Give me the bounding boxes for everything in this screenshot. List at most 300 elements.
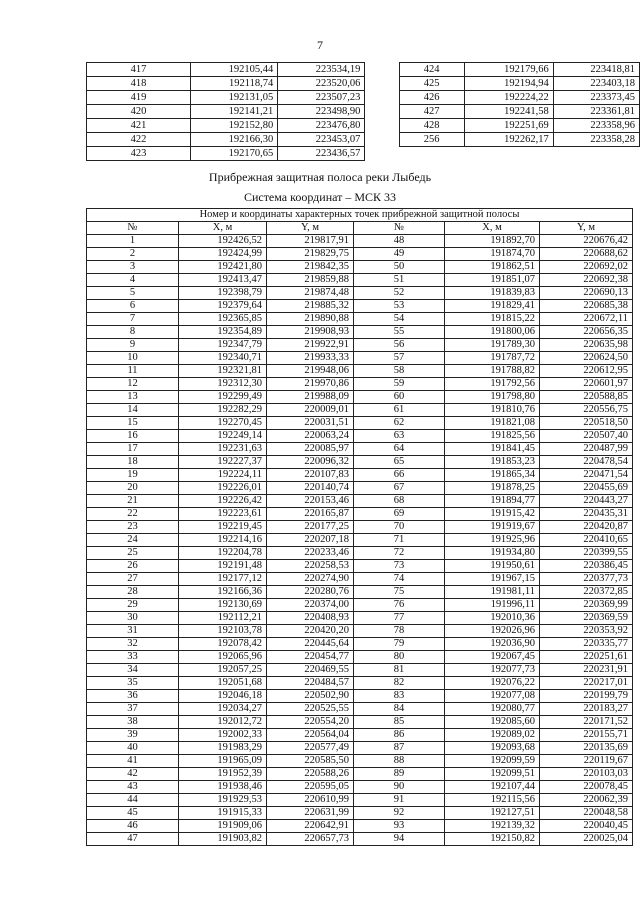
table-caption: Номер и координаты характерных точек прибрежной защитной полосы (87, 209, 633, 222)
x-coordinate-left: 191965,09 (179, 755, 267, 768)
point-number-right: 68 (354, 495, 445, 508)
x-coordinate-left: 192379,64 (179, 300, 267, 313)
y-coordinate-left: 220554,20 (267, 716, 354, 729)
point-number-left: 21 (87, 495, 179, 508)
point-number-right: 88 (354, 755, 445, 768)
y-coordinate-right: 220435,31 (540, 508, 633, 521)
table-row (87, 469, 633, 482)
header-number-right: № (354, 222, 445, 235)
x-coordinate-right: 191792,56 (445, 378, 540, 391)
table-row (87, 456, 633, 469)
y-coordinate-left: 220009,01 (267, 404, 354, 417)
x-coordinate-right: 191851,07 (445, 274, 540, 287)
point-number-left: 4 (87, 274, 179, 287)
y-coordinate-right: 220217,01 (540, 677, 633, 690)
y-coordinate-right: 220507,40 (540, 430, 633, 443)
point-number-right: 58 (354, 365, 445, 378)
table-row (87, 586, 633, 599)
x-coordinate-right: 191996,11 (445, 599, 540, 612)
point-number-right: 63 (354, 430, 445, 443)
y-coordinate-right: 220685,38 (540, 300, 633, 313)
x-coordinate-right: 191865,34 (445, 469, 540, 482)
table-row (87, 326, 633, 339)
table-row (87, 313, 633, 326)
x-coordinate-left: 192270,45 (179, 417, 267, 430)
point-number-left: 37 (87, 703, 179, 716)
x-coordinate-left: 192249,14 (179, 430, 267, 443)
x-coordinate-right: 191874,70 (445, 248, 540, 261)
x-coordinate-left: 192321,81 (179, 365, 267, 378)
point-number-right: 53 (354, 300, 445, 313)
table-row (87, 378, 633, 391)
y-coordinate-left: 220177,25 (267, 521, 354, 534)
point-number-left: 18 (87, 456, 179, 469)
x-coordinate-right: 191810,76 (445, 404, 540, 417)
x-coordinate-right: 192139,32 (445, 820, 540, 833)
y-coordinate-left: 220577,49 (267, 742, 354, 755)
point-number-left: 11 (87, 365, 179, 378)
left-point-number: 422 (87, 133, 191, 147)
point-number-left: 17 (87, 443, 179, 456)
x-coordinate-right: 192099,51 (445, 768, 540, 781)
y-coordinate-left: 219988,09 (267, 391, 354, 404)
x-coordinate-left: 192413,47 (179, 274, 267, 287)
y-coordinate-right: 220410,65 (540, 534, 633, 547)
y-coordinate-right: 220487,99 (540, 443, 633, 456)
point-number-right: 74 (354, 573, 445, 586)
left-x-coordinate: 192141,21 (191, 105, 278, 119)
table-row (87, 703, 633, 716)
right-y-coordinate: 223361,81 (553, 105, 639, 119)
y-coordinate-right: 220601,97 (540, 378, 633, 391)
x-coordinate-right: 191815,22 (445, 313, 540, 326)
table-row (87, 495, 633, 508)
table-row (87, 261, 633, 274)
left-point-number: 423 (87, 147, 191, 161)
point-number-left: 32 (87, 638, 179, 651)
x-coordinate-left: 192282,29 (179, 404, 267, 417)
y-coordinate-left: 220274,90 (267, 573, 354, 586)
x-coordinate-right: 192115,56 (445, 794, 540, 807)
y-coordinate-right: 220624,50 (540, 352, 633, 365)
point-number-right: 51 (354, 274, 445, 287)
right-x-coordinate: 192224,22 (464, 91, 553, 105)
y-coordinate-right: 220386,45 (540, 560, 633, 573)
column-gap (365, 105, 399, 119)
left-x-coordinate: 192152,80 (191, 119, 278, 133)
point-number-left: 3 (87, 261, 179, 274)
x-coordinate-left: 192046,18 (179, 690, 267, 703)
page-number: 7 (317, 38, 323, 52)
column-gap (365, 91, 399, 105)
y-coordinate-right: 220251,61 (540, 651, 633, 664)
x-coordinate-right: 192076,22 (445, 677, 540, 690)
x-coordinate-right: 191894,77 (445, 495, 540, 508)
point-number-left: 31 (87, 625, 179, 638)
x-coordinate-right: 192077,73 (445, 664, 540, 677)
y-coordinate-left: 219829,75 (267, 248, 354, 261)
x-coordinate-right: 192127,51 (445, 807, 540, 820)
y-coordinate-right: 220692,38 (540, 274, 633, 287)
point-number-left: 36 (87, 690, 179, 703)
y-coordinate-right: 220588,85 (540, 391, 633, 404)
table-row (87, 365, 633, 378)
x-coordinate-left: 192226,42 (179, 495, 267, 508)
y-coordinate-right: 220353,92 (540, 625, 633, 638)
y-coordinate-left: 220258,53 (267, 560, 354, 573)
header-number-left: № (87, 222, 179, 235)
section-title: Прибрежная защитная полоса реки Лыбедь (208, 170, 432, 184)
coordinate-system-title: Система координат – МСК 33 (243, 190, 397, 204)
point-number-left: 41 (87, 755, 179, 768)
column-gap (365, 147, 399, 161)
table-row (87, 300, 633, 313)
point-number-left: 34 (87, 664, 179, 677)
y-coordinate-left: 220502,90 (267, 690, 354, 703)
table-row (87, 690, 633, 703)
y-coordinate-left: 220588,26 (267, 768, 354, 781)
y-coordinate-right: 220635,98 (540, 339, 633, 352)
y-coordinate-right: 220062,39 (540, 794, 633, 807)
x-coordinate-left: 192312,30 (179, 378, 267, 391)
x-coordinate-right: 191892,70 (445, 235, 540, 248)
point-number-left: 25 (87, 547, 179, 560)
table-row (87, 560, 633, 573)
y-coordinate-left: 219885,32 (267, 300, 354, 313)
table-row (87, 235, 633, 248)
y-coordinate-left: 220374,00 (267, 599, 354, 612)
x-coordinate-left: 192365,85 (179, 313, 267, 326)
x-coordinate-right: 191825,56 (445, 430, 540, 443)
x-coordinate-left: 192214,16 (179, 534, 267, 547)
point-number-right: 94 (354, 833, 445, 846)
y-coordinate-right: 220612,95 (540, 365, 633, 378)
right-y-coordinate: 223403,18 (553, 77, 639, 91)
point-number-left: 13 (87, 391, 179, 404)
y-coordinate-right: 220656,35 (540, 326, 633, 339)
point-number-right: 49 (354, 248, 445, 261)
y-coordinate-left: 220107,83 (267, 469, 354, 482)
left-y-coordinate: 223520,06 (278, 77, 365, 91)
table-row (87, 91, 640, 105)
point-number-right: 87 (354, 742, 445, 755)
table-row (87, 716, 633, 729)
right-y-coordinate: 223358,28 (553, 133, 639, 147)
x-coordinate-right: 192026,96 (445, 625, 540, 638)
y-coordinate-left: 220631,99 (267, 807, 354, 820)
table-row (87, 248, 633, 261)
y-coordinate-right: 220040,45 (540, 820, 633, 833)
continuation-coordinates-table (86, 62, 640, 161)
y-coordinate-left: 220657,73 (267, 833, 354, 846)
y-coordinate-right: 220369,59 (540, 612, 633, 625)
x-coordinate-left: 192227,37 (179, 456, 267, 469)
y-coordinate-right: 220478,54 (540, 456, 633, 469)
x-coordinate-left: 191938,46 (179, 781, 267, 794)
point-number-right: 89 (354, 768, 445, 781)
point-number-right: 93 (354, 820, 445, 833)
table-row (87, 417, 633, 430)
point-number-left: 23 (87, 521, 179, 534)
x-coordinate-right: 191862,51 (445, 261, 540, 274)
y-coordinate-left: 219922,91 (267, 339, 354, 352)
x-coordinate-right: 191839,83 (445, 287, 540, 300)
point-number-right: 84 (354, 703, 445, 716)
table-row (87, 77, 640, 91)
y-coordinate-right: 220443,27 (540, 495, 633, 508)
y-coordinate-right: 220231,91 (540, 664, 633, 677)
y-coordinate-right: 220420,87 (540, 521, 633, 534)
x-coordinate-right: 192077,08 (445, 690, 540, 703)
point-number-right: 69 (354, 508, 445, 521)
table-row (87, 339, 633, 352)
point-number-right: 59 (354, 378, 445, 391)
x-coordinate-right: 191788,82 (445, 365, 540, 378)
table-row (87, 63, 640, 77)
point-number-right: 81 (354, 664, 445, 677)
right-point-number: 427 (399, 105, 464, 119)
x-coordinate-right: 191798,80 (445, 391, 540, 404)
y-coordinate-right: 220119,67 (540, 755, 633, 768)
x-coordinate-right: 192093,68 (445, 742, 540, 755)
y-coordinate-left: 220063,24 (267, 430, 354, 443)
header-x-right: X, м (445, 222, 540, 235)
y-coordinate-left: 220642,91 (267, 820, 354, 833)
x-coordinate-left: 192051,68 (179, 677, 267, 690)
point-number-right: 56 (354, 339, 445, 352)
y-coordinate-left: 220140,74 (267, 482, 354, 495)
point-number-left: 1 (87, 235, 179, 248)
y-coordinate-left: 219874,48 (267, 287, 354, 300)
table-row (87, 547, 633, 560)
point-number-right: 64 (354, 443, 445, 456)
y-coordinate-right: 220518,50 (540, 417, 633, 430)
y-coordinate-left: 220484,57 (267, 677, 354, 690)
x-coordinate-right: 192107,44 (445, 781, 540, 794)
table-row (87, 443, 633, 456)
left-x-coordinate: 192166,30 (191, 133, 278, 147)
x-coordinate-left: 191929,53 (179, 794, 267, 807)
x-coordinate-left: 192130,69 (179, 599, 267, 612)
y-coordinate-left: 220165,87 (267, 508, 354, 521)
x-coordinate-right: 192036,90 (445, 638, 540, 651)
table-row (87, 573, 633, 586)
left-y-coordinate: 223507,23 (278, 91, 365, 105)
point-number-right: 61 (354, 404, 445, 417)
y-coordinate-left: 220085,97 (267, 443, 354, 456)
main-table-body (87, 235, 633, 846)
right-x-coordinate: 192251,69 (464, 119, 553, 133)
left-x-coordinate: 192105,44 (191, 63, 278, 77)
empty-cell (553, 147, 639, 161)
table-row (87, 664, 633, 677)
point-number-right: 78 (354, 625, 445, 638)
left-y-coordinate: 223498,90 (278, 105, 365, 119)
point-number-left: 47 (87, 833, 179, 846)
table-row (87, 508, 633, 521)
y-coordinate-left: 220469,55 (267, 664, 354, 677)
x-coordinate-left: 192426,52 (179, 235, 267, 248)
point-number-right: 67 (354, 482, 445, 495)
point-number-left: 24 (87, 534, 179, 547)
right-x-coordinate: 192179,66 (464, 63, 553, 77)
point-number-left: 16 (87, 430, 179, 443)
x-coordinate-left: 192078,42 (179, 638, 267, 651)
y-coordinate-right: 220199,79 (540, 690, 633, 703)
x-coordinate-left: 191909,06 (179, 820, 267, 833)
x-coordinate-left: 192226,01 (179, 482, 267, 495)
table-row (87, 352, 633, 365)
column-gap (365, 119, 399, 133)
x-coordinate-right: 191934,80 (445, 547, 540, 560)
point-number-right: 71 (354, 534, 445, 547)
x-coordinate-left: 192299,49 (179, 391, 267, 404)
header-x-left: X, м (179, 222, 267, 235)
table-row (87, 742, 633, 755)
y-coordinate-left: 220564,04 (267, 729, 354, 742)
x-coordinate-right: 191925,96 (445, 534, 540, 547)
point-number-right: 55 (354, 326, 445, 339)
x-coordinate-left: 192223,61 (179, 508, 267, 521)
x-coordinate-right: 191829,41 (445, 300, 540, 313)
left-point-number: 419 (87, 91, 191, 105)
right-point-number: 426 (399, 91, 464, 105)
y-coordinate-right: 220335,77 (540, 638, 633, 651)
point-number-left: 27 (87, 573, 179, 586)
header-y-right: Y, м (540, 222, 633, 235)
point-number-right: 80 (354, 651, 445, 664)
y-coordinate-left: 219948,06 (267, 365, 354, 378)
table-row (87, 404, 633, 417)
y-coordinate-left: 220280,76 (267, 586, 354, 599)
table-row (87, 807, 633, 820)
left-y-coordinate: 223534,19 (278, 63, 365, 77)
y-coordinate-right: 220103,03 (540, 768, 633, 781)
empty-cell (464, 147, 553, 161)
point-number-left: 29 (87, 599, 179, 612)
table-row (87, 274, 633, 287)
y-coordinate-right: 220377,73 (540, 573, 633, 586)
y-coordinate-right: 220692,02 (540, 261, 633, 274)
y-coordinate-right: 220078,45 (540, 781, 633, 794)
point-number-right: 91 (354, 794, 445, 807)
x-coordinate-left: 191952,39 (179, 768, 267, 781)
point-number-left: 9 (87, 339, 179, 352)
table-row (87, 105, 640, 119)
y-coordinate-right: 220471,54 (540, 469, 633, 482)
y-coordinate-left: 219859,88 (267, 274, 354, 287)
table-row (87, 781, 633, 794)
table-row (87, 612, 633, 625)
point-number-left: 5 (87, 287, 179, 300)
x-coordinate-right: 191919,67 (445, 521, 540, 534)
x-coordinate-right: 191789,30 (445, 339, 540, 352)
x-coordinate-right: 191853,23 (445, 456, 540, 469)
x-coordinate-right: 191800,06 (445, 326, 540, 339)
point-number-left: 33 (87, 651, 179, 664)
point-number-right: 50 (354, 261, 445, 274)
point-number-left: 46 (87, 820, 179, 833)
point-number-left: 26 (87, 560, 179, 573)
x-coordinate-left: 191983,29 (179, 742, 267, 755)
point-number-left: 7 (87, 313, 179, 326)
y-coordinate-right: 220672,11 (540, 313, 633, 326)
point-number-left: 43 (87, 781, 179, 794)
x-coordinate-left: 192424,99 (179, 248, 267, 261)
x-coordinate-left: 192065,96 (179, 651, 267, 664)
table-row (87, 625, 633, 638)
point-number-right: 86 (354, 729, 445, 742)
point-number-right: 90 (354, 781, 445, 794)
x-coordinate-left: 192354,89 (179, 326, 267, 339)
y-coordinate-left: 219817,91 (267, 235, 354, 248)
point-number-right: 92 (354, 807, 445, 820)
table-header-row (87, 222, 633, 235)
x-coordinate-right: 192067,45 (445, 651, 540, 664)
point-number-left: 39 (87, 729, 179, 742)
x-coordinate-right: 192150,82 (445, 833, 540, 846)
y-coordinate-left: 220595,05 (267, 781, 354, 794)
point-number-right: 54 (354, 313, 445, 326)
point-number-right: 57 (354, 352, 445, 365)
empty-cell (399, 147, 464, 161)
point-number-right: 72 (354, 547, 445, 560)
x-coordinate-left: 191903,82 (179, 833, 267, 846)
table-row (87, 391, 633, 404)
right-x-coordinate: 192262,17 (464, 133, 553, 147)
y-coordinate-right: 220399,55 (540, 547, 633, 560)
column-gap (365, 77, 399, 91)
y-coordinate-left: 220233,46 (267, 547, 354, 560)
y-coordinate-right: 220135,69 (540, 742, 633, 755)
x-coordinate-left: 192034,27 (179, 703, 267, 716)
y-coordinate-right: 220688,62 (540, 248, 633, 261)
y-coordinate-left: 220207,18 (267, 534, 354, 547)
y-coordinate-left: 219933,33 (267, 352, 354, 365)
right-point-number: 428 (399, 119, 464, 133)
point-number-left: 28 (87, 586, 179, 599)
x-coordinate-right: 191950,61 (445, 560, 540, 573)
right-y-coordinate: 223358,96 (553, 119, 639, 133)
point-number-right: 70 (354, 521, 445, 534)
table-row (87, 833, 633, 846)
x-coordinate-left: 192166,36 (179, 586, 267, 599)
point-number-left: 14 (87, 404, 179, 417)
point-number-right: 82 (354, 677, 445, 690)
y-coordinate-left: 219908,93 (267, 326, 354, 339)
y-coordinate-left: 220153,46 (267, 495, 354, 508)
y-coordinate-right: 220372,85 (540, 586, 633, 599)
x-coordinate-right: 192099,59 (445, 755, 540, 768)
table-row (87, 755, 633, 768)
table-row (87, 651, 633, 664)
y-coordinate-right: 220690,13 (540, 287, 633, 300)
y-coordinate-left: 220610,99 (267, 794, 354, 807)
right-y-coordinate: 223418,81 (553, 63, 639, 77)
point-number-right: 65 (354, 456, 445, 469)
point-number-right: 62 (354, 417, 445, 430)
left-point-number: 417 (87, 63, 191, 77)
x-coordinate-left: 192421,80 (179, 261, 267, 274)
x-coordinate-right: 192010,36 (445, 612, 540, 625)
x-coordinate-right: 192085,60 (445, 716, 540, 729)
point-number-right: 48 (354, 235, 445, 248)
right-x-coordinate: 192241,58 (464, 105, 553, 119)
left-y-coordinate: 223436,57 (278, 147, 365, 161)
table-row (87, 119, 640, 133)
y-coordinate-left: 220525,55 (267, 703, 354, 716)
table-row (87, 768, 633, 781)
